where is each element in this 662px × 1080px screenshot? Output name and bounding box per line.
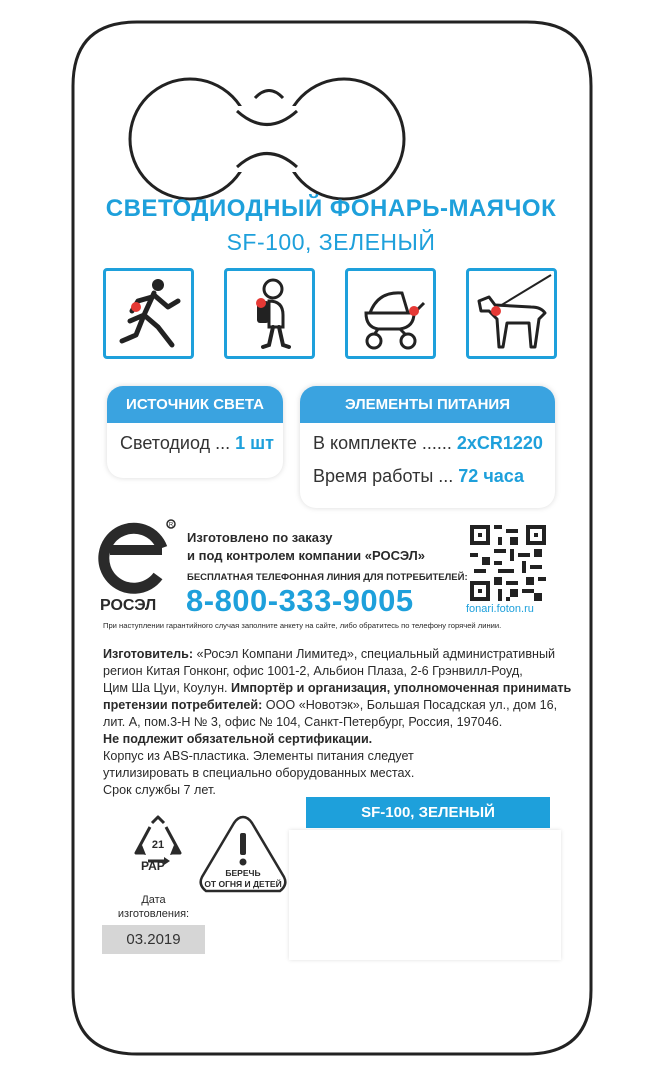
svg-text:R: R xyxy=(168,522,174,529)
manufacture-date: 03.2019 xyxy=(102,925,205,954)
legal-l7: Корпус из ABS-пластика. Элементы питания следует xyxy=(103,749,414,763)
model-bar: SF-100, ЗЕЛЕНЫЙ xyxy=(306,797,550,828)
rosel-logo-icon xyxy=(98,518,178,596)
legal-l6-bold: Не подлежит обязательной сертификации. xyxy=(103,732,373,746)
light-source-label: Светодиод ... xyxy=(120,433,236,453)
site-link[interactable]: fonari.foton.ru xyxy=(466,603,534,615)
dog-leash-icon xyxy=(466,268,557,359)
warranty-note: При наступлении гарантийного случая заполните анкету на сайте, либо обратитесь по телефону горячей линии. xyxy=(103,621,502,630)
warning-line1: БЕРЕЧЬ xyxy=(225,868,261,878)
legal-l8: утилизировать в специально оборудованных местах. xyxy=(103,766,415,780)
recycle-material: PAP xyxy=(141,859,165,873)
stroller-icon xyxy=(345,268,436,359)
power-runtime-line xyxy=(300,454,555,487)
made-line1: Изготовлено по заказу xyxy=(187,530,333,545)
warning-line2: ОТ ОГНЯ И ДЕТЕЙ xyxy=(204,879,282,889)
power-runtime-label: Время работы ... xyxy=(313,466,459,486)
light-source-panel xyxy=(107,386,283,478)
power-panel xyxy=(300,386,555,508)
power-included-label: В комплекте ...... xyxy=(313,433,457,453)
legal-l1-bold: Изготовитель: xyxy=(103,647,194,661)
power-included-value: 2xCR1220 xyxy=(456,433,543,453)
legal-l3: Цим Ша Цуи, Коулун. xyxy=(103,681,232,695)
manufacture-label1: Дата xyxy=(141,894,166,906)
legal-l1: «Росэл Компани Лимитед», специальный административный xyxy=(193,647,556,661)
light-source-header: ИСТОЧНИК СВЕТА xyxy=(107,386,283,423)
logo-text: РОСЭЛ xyxy=(100,597,157,614)
power-header: ЭЛЕМЕНТЫ ПИТАНИЯ xyxy=(300,386,555,423)
product-model: SF-100, ЗЕЛЕНЫЙ xyxy=(226,229,436,255)
product-title: СВЕТОДИОДНЫЙ ФОНАРЬ-МАЯЧОК xyxy=(105,195,557,222)
runner-icon xyxy=(103,268,194,359)
legal-block xyxy=(103,646,573,799)
manufacture-label2: изготовления: xyxy=(117,908,190,920)
legal-l4-bold: претензии потребителей: xyxy=(103,698,263,712)
legal-l9: Срок службы 7 лет. xyxy=(103,783,216,797)
hotline-label: БЕСПЛАТНАЯ ТЕЛЕФОННАЯ ЛИНИЯ ДЛЯ ПОТРЕБИТЕЛЕЙ: xyxy=(187,572,468,583)
child-backpack-icon xyxy=(224,268,315,359)
legal-l5: лит. А, пом.3-Н № 3, офис № 104, Санкт-Петербург, Россия, 197046. xyxy=(103,715,503,729)
hotline-phone[interactable]: 8-800-333-9005 xyxy=(186,583,414,618)
legal-l4: ООО «Новотэк», Большая Посадская ул., дом 16, xyxy=(262,698,558,712)
label-blank-area xyxy=(289,830,561,960)
made-line2: и под контролем компании «РОСЭЛ» xyxy=(187,548,425,563)
legal-l3-bold: Импортёр и организация, уполномоченная принимать xyxy=(231,681,572,695)
qr-code-icon[interactable] xyxy=(470,525,546,601)
power-included-line xyxy=(300,423,555,454)
light-source-line xyxy=(107,423,283,454)
light-source-value: 1 шт xyxy=(235,433,274,453)
warning-text xyxy=(196,868,290,890)
manufacture-label xyxy=(102,893,205,921)
recycle-code: 21 xyxy=(151,839,165,851)
legal-l2: регион Китая Гонконг, офис 1001-2, Альбион Плаза, 2-6 Грэнвилл-Роуд, xyxy=(103,664,523,678)
power-runtime-value: 72 часа xyxy=(458,466,525,486)
